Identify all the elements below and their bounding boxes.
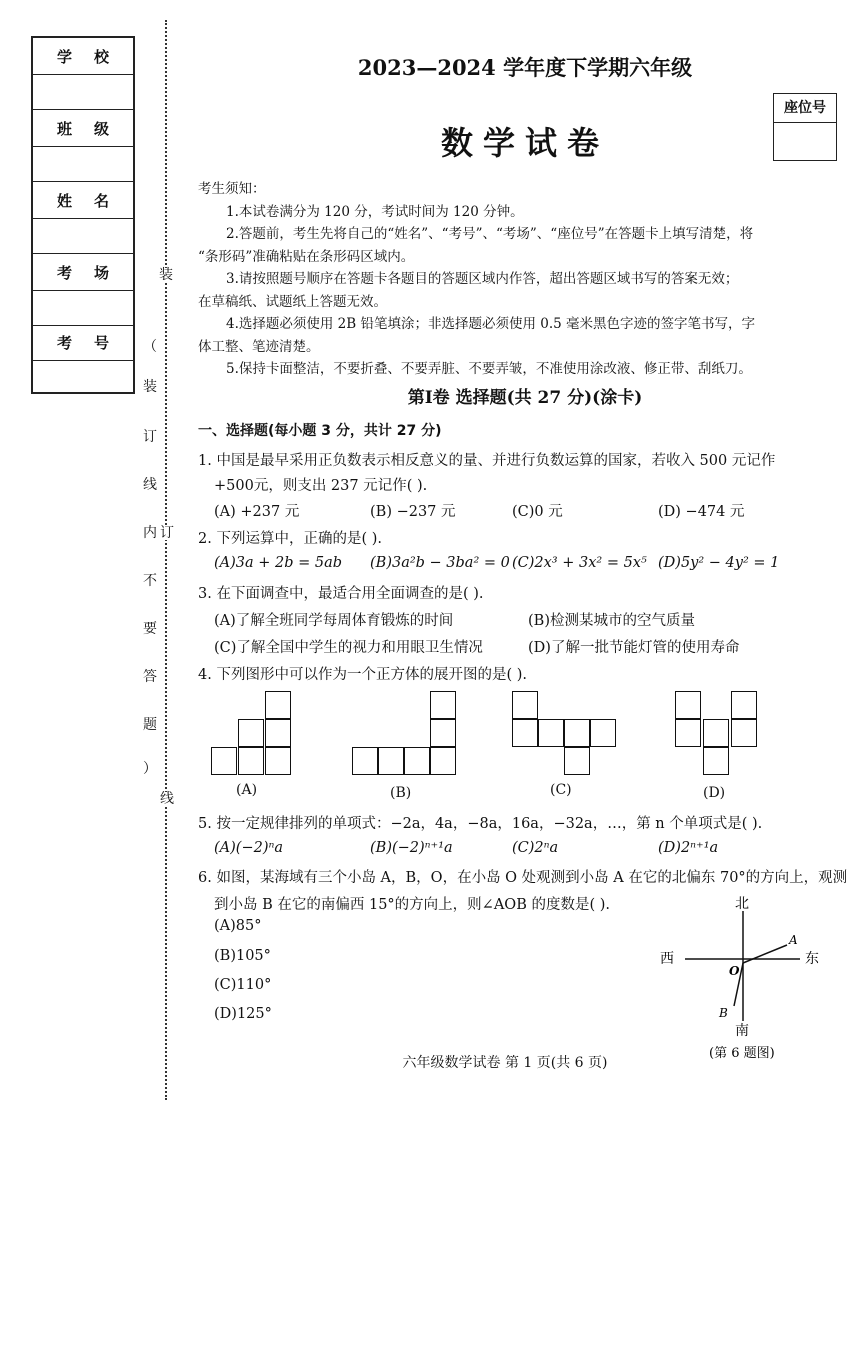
binding-char: 题 xyxy=(143,717,157,733)
label-point-b: B xyxy=(719,1006,728,1020)
info-field-exam-number[interactable] xyxy=(33,361,133,395)
q1-option-a[interactable]: (A) +237 元 xyxy=(214,504,300,520)
q6-option-c[interactable]: (C)110° xyxy=(214,977,272,993)
q6-option-a[interactable]: (A)85° xyxy=(214,918,262,934)
binding-char: 不 xyxy=(143,573,157,589)
notes-item: 在草稿纸、试题纸上答题无效。 xyxy=(198,293,387,310)
q1-option-d[interactable]: (D) −474 元 xyxy=(658,504,745,520)
q2-option-b[interactable]: (B)3a²b − 3ba² = 0 xyxy=(370,555,510,571)
binding-char: 答 xyxy=(143,669,157,685)
q2-stem: 2. 下列运算中，正确的是( ). xyxy=(198,531,382,547)
info-row-school xyxy=(33,38,133,110)
info-row-class xyxy=(33,110,133,182)
info-label-name: 姓名 xyxy=(33,182,133,219)
q1-option-c[interactable]: (C)0 元 xyxy=(512,504,563,520)
q6-option-b[interactable]: (B)105° xyxy=(214,948,271,964)
q6-stem-line1: 6. 如图，某海域有三个小岛 A，B，O，在小岛 O 处观测到小岛 A 在它的北偏东 70°的方向上，观测 xyxy=(198,870,848,886)
q6-stem-line2: 到小岛 B 在它的南偏西 15°的方向上，则∠AOB 的度数是( ). xyxy=(214,897,610,913)
notes-item: 4.选择题必须使用 2B 铅笔填涂；非选择题必须使用 0.5 毫米黑色字迹的签字笔书写，字 xyxy=(226,316,756,332)
q1-stem-line2: +500元，则支出 237 元记作( ). xyxy=(214,478,428,494)
q3-option-b[interactable]: (B)检测某城市的空气质量 xyxy=(528,613,695,629)
notes-item: 体工整、笔迹清楚。 xyxy=(198,338,320,355)
q4-label-b: (B) xyxy=(390,785,412,801)
info-row-exam-number xyxy=(33,324,133,395)
part-title: 一、选择题(每小题 3 分，共计 27 分) xyxy=(198,423,442,439)
binding-char: 订 xyxy=(160,525,174,541)
info-label-exam-room: 考场 xyxy=(33,254,133,291)
label-south: 南 xyxy=(735,1023,749,1039)
label-point-o: O xyxy=(729,964,740,978)
notes-item: 1.本试卷满分为 120 分，考试时间为 120 分钟。 xyxy=(226,203,524,220)
label-north: 北 xyxy=(735,896,749,912)
notes-item: 3.请按照题号顺序在答题卡各题目的答题区域内作答，超出答题区域书写的答案无效； xyxy=(226,271,739,287)
binding-char: 线 xyxy=(160,791,174,807)
label-east: 东 xyxy=(805,951,819,967)
q2-option-d[interactable]: (D)5y² − 4y² = 1 xyxy=(658,555,780,571)
info-row-exam-room xyxy=(33,254,133,326)
student-info-table xyxy=(31,36,135,394)
q5-stem: 5. 按一定规律排列的单项式：−2a，4a，−8a，16a，−32a，…，第 n 个单项式是( ). xyxy=(198,816,763,832)
q5-option-c[interactable]: (C)2ⁿa xyxy=(512,840,559,856)
q3-option-d[interactable]: (D)了解一批节能灯管的使用寿命 xyxy=(528,640,740,656)
info-field-exam-room[interactable] xyxy=(33,291,133,326)
q6-option-d[interactable]: (D)125° xyxy=(214,1006,272,1022)
q3-option-c[interactable]: (C)了解全国中学生的视力和用眼卫生情况 xyxy=(214,640,483,656)
info-row-name xyxy=(33,182,133,254)
section-title: 第Ⅰ卷 选择题(共 27 分)(涂卡) xyxy=(407,388,643,408)
ray-oa xyxy=(743,945,787,963)
info-field-school[interactable] xyxy=(33,75,133,110)
binding-char: 装 xyxy=(143,379,157,395)
binding-line xyxy=(165,20,167,1100)
binding-char: ） xyxy=(143,761,157,777)
binding-char: 装 xyxy=(159,267,173,283)
label-point-a: A xyxy=(789,933,798,947)
seat-number-box[interactable] xyxy=(773,93,837,161)
q5-option-b[interactable]: (B)(−2)ⁿ⁺¹a xyxy=(370,840,453,856)
notes-item: 2.答题前，考生先将自己的“姓名”、“考号”、“考场”、“座位号”在答题卡上填写清楚，将 xyxy=(226,226,754,242)
info-field-name[interactable] xyxy=(33,219,133,254)
notes-item: “条形码”准确粘贴在条形码区域内。 xyxy=(198,248,415,265)
q6-compass-figure xyxy=(655,893,825,1063)
q1-stem-line1: 1. 中国是最早采用正负数表示相反意义的量、并进行负数运算的国家，若收入 500 元记作 xyxy=(198,453,776,469)
exam-notes xyxy=(198,178,828,381)
q2-option-c[interactable]: (C)2x³ + 3x² = 5x⁵ xyxy=(512,555,647,571)
seat-number-label: 座位号 xyxy=(774,94,836,123)
q3-stem: 3. 在下面调查中，最适合用全面调查的是( ). xyxy=(198,586,484,602)
q4-label-d: (D) xyxy=(703,785,726,801)
q2-option-a[interactable]: (A)3a + 2b = 5ab xyxy=(214,555,343,571)
info-label-class: 班级 xyxy=(33,110,133,147)
q4-stem: 4. 下列图形中可以作为一个正方体的展开图的是( ). xyxy=(198,667,527,683)
figure-caption: (第 6 题图) xyxy=(709,1046,775,1061)
q5-option-d[interactable]: (D)2ⁿ⁺¹a xyxy=(658,840,719,856)
info-label-school: 学校 xyxy=(33,38,133,75)
binding-char: 要 xyxy=(143,621,157,637)
q4-label-c: (C) xyxy=(550,782,572,798)
binding-char: （ xyxy=(143,339,157,355)
school-year-title: 2023—2024 学年度下学期六年级 xyxy=(357,55,693,80)
binding-char: 线 xyxy=(143,477,157,493)
notes-item: 5.保持卡面整洁，不要折叠、不要弄脏、不要弄皱，不准使用涂改液、修正带、刮纸刀。 xyxy=(226,361,752,377)
info-label-exam-number: 考号 xyxy=(33,324,133,361)
label-west: 西 xyxy=(660,951,674,967)
info-field-class[interactable] xyxy=(33,147,133,182)
page-footer: 六年级数学试卷 第 1 页(共 6 页) xyxy=(402,1055,608,1071)
binding-char: 内 xyxy=(143,525,157,541)
q5-option-a[interactable]: (A)(−2)ⁿa xyxy=(214,840,283,856)
notes-heading: 考生须知： xyxy=(198,181,266,197)
q1-option-b[interactable]: (B) −237 元 xyxy=(370,504,456,520)
q4-label-a: (A) xyxy=(236,782,258,798)
binding-char: 订 xyxy=(143,429,157,445)
q3-option-a[interactable]: (A)了解全班同学每周体育锻炼的时间 xyxy=(214,613,454,629)
exam-title: 数学试卷 xyxy=(440,124,609,162)
